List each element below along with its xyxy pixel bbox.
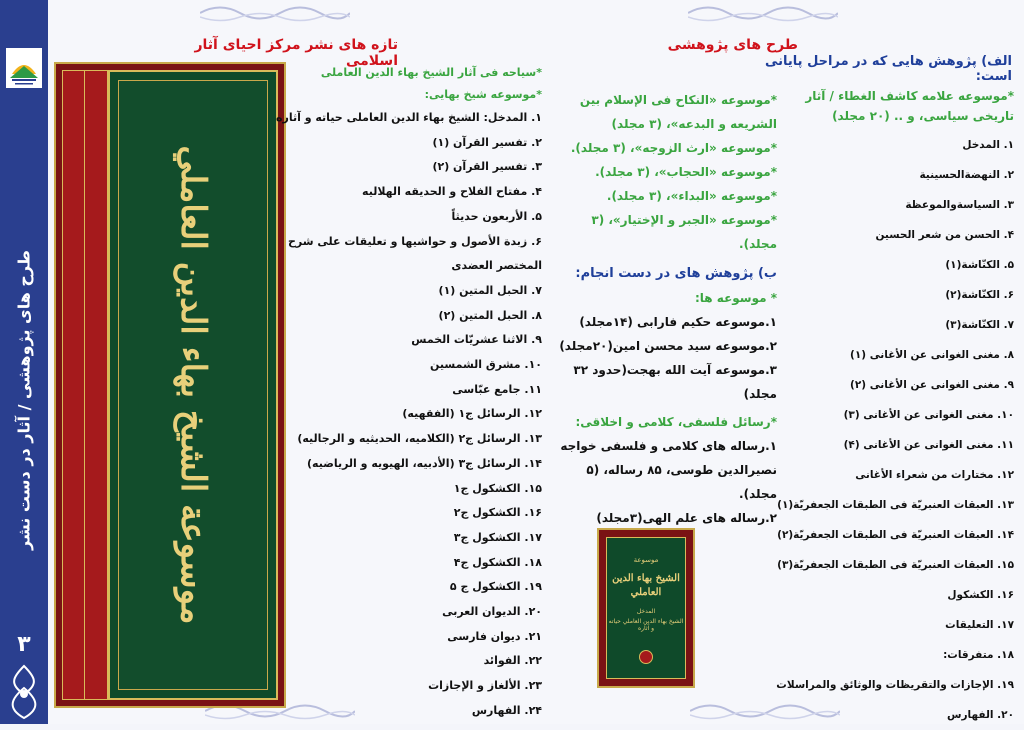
left-panel-title: تازه های نشر مرکز احیای آثار اسلامی (194, 37, 398, 69)
section-b-heading: ب) پژوهش های در دست انجام: (575, 266, 777, 281)
cover-spine-left (62, 70, 86, 700)
left-panel-list (276, 62, 542, 724)
list-item: ۲۳. الألغاز و الإجازات (428, 679, 542, 693)
rasael-heading: *رسائل فلسفی، کلامی و اخلاقی: (575, 415, 777, 429)
side-strip (0, 0, 48, 724)
list-item: ۱۸. متفرقات: (943, 649, 1014, 661)
list-item: ۱.موسوعه حکیم فارابی (۱۴مجلد) (579, 315, 777, 329)
book-cover-image (54, 62, 286, 708)
list-item: ۷. الحبل المتین (۱) (438, 283, 542, 297)
left-items-list (276, 106, 542, 724)
list-item: المختصر العضدی (451, 259, 542, 273)
kashif-heading: *موسوعه علامه کاشف الغطاء / آثار تاریخی سیاسی، و .. (۲۰ مجلد) (805, 89, 1014, 123)
list-item: ۸. الحبل المتین (۲) (438, 308, 542, 322)
right-column (776, 86, 1014, 730)
list-item: ۶. زبدة الأصول و حواشیها و تعلیقات علی شرح (288, 234, 542, 248)
list-item: ۱۴. الرسائل ج۳ (الأدبیه، الهیویه و الریاضیه) (307, 456, 542, 470)
top-right-ornament-icon (688, 2, 838, 24)
page-number: ۳ (17, 632, 31, 657)
list-item: ۲۰. الدیوان العربی (442, 605, 542, 619)
list-item: ۱۱. مغنی الغوانی عن الأغانی (۴) (843, 439, 1014, 451)
rasael-list (555, 434, 777, 530)
list-item: ۹. الاثنا عشریّات الخمس (411, 333, 542, 347)
small-book-cover (597, 528, 695, 688)
encyclopedias-list (555, 88, 777, 256)
list-item: ۱۹. الإجازات والتقریظات والوثائق والمراسلات (776, 679, 1014, 691)
list-item: ۱۶. الکشکول (947, 589, 1014, 601)
vertical-title: طرح های پژوهشی / آثار در دست نشر (14, 250, 34, 550)
book-line-4: الشيخ بهاء الدين العاملي حياته و آثاره (608, 618, 684, 632)
list-item: ۱۳. العبقات العنبریّة فی الطبقات الجعفریّة(۱) (777, 499, 1014, 511)
list-item: ۱. المدخل: الشیخ بهاء الدین العاملی حیاته و آثاره (276, 111, 542, 124)
list-item: ۱۹. الکشکول ج ۵ (449, 580, 542, 594)
list-item: ۱۳. الرسائل ج۲ (الکلامیه، الحدیثیه و الرجالیه) (297, 432, 542, 446)
list-item: ۱۰. مغنی الغوانی عن الأغانی (۳) (843, 409, 1014, 421)
list-item: ۴. مفتاح الفلاح و الحدیقه الهلالیه (362, 185, 542, 199)
cover-panel (108, 70, 278, 700)
list-item: *موسوعه «ارث الزوجه»، (۳ مجلد). (570, 141, 777, 155)
cover-calligraphy: موسوعة الشيخ بهاء الدين العاملي (173, 145, 213, 625)
middle-column (555, 88, 777, 530)
list-item: ۱۲. مختارات من شعراء الأغانی (855, 469, 1014, 481)
list-item: ۱۴. العبقات العنبریّة فی الطبقات الجعفریّة(۲) (777, 529, 1014, 541)
list-item: *موسوعه «الحجاب»، (۳ مجلد). (595, 165, 777, 179)
list-item: ۱.رساله های کلامی و فلسفی خواجه نصیرالدین طوسی، ۸۵ رساله، (۵ مجلد). (560, 439, 777, 501)
list-item: ۶. الکنّاشة(۲) (945, 289, 1014, 301)
list-item: ۱۵. الکشکول ج۱ (453, 481, 542, 495)
book-line-2: الشيخ بهاء الدين العاملي (612, 573, 680, 598)
list-item: ۳. تفسیر القرآن (۲) (432, 160, 542, 174)
list-item: ۲.رساله های علم الهی(۳مجلد) (596, 511, 777, 525)
list-item: ۱۷. الکشکول ج۳ (453, 530, 542, 544)
right-panel-title: طرح های پژوهشی (667, 37, 798, 53)
list-item: ۱۰. مشرق الشمسین (429, 358, 542, 372)
list-item: ۱۷. التعلیقات (945, 619, 1014, 631)
left-heading-2: *موسوعه شیخ بهایی: (424, 88, 542, 101)
list-item: ۲. النهضةالحسینیة (919, 169, 1014, 181)
mawsooa-list (555, 310, 777, 406)
list-item: *موسوعه «الجبر و الإختیار»، (۳ مجلد). (591, 213, 777, 251)
list-item: ۱۶. الکشکول ج۲ (453, 506, 542, 520)
list-item: ۱۵. العبقات العنبریّة فی الطبقات الجعفریّة(۳) (777, 559, 1014, 571)
list-item: ۱۸. الکشکول ج۴ (453, 555, 542, 569)
list-item: ۵. الکنّاشة(۱) (945, 259, 1014, 271)
list-item: ۴. الحسن من شعر الحسین (875, 229, 1014, 241)
list-item: *موسوعه «البداء»، (۳ مجلد). (606, 189, 777, 203)
cover-spine-right (84, 70, 108, 700)
list-item: ۲۱. دیوان فارسی (447, 629, 542, 643)
list-item: ۲. تفسیر القرآن (۱) (432, 135, 542, 149)
list-item: ۲۲. الفوائد (483, 654, 542, 668)
mawsooa-heading: * موسوعه ها: (694, 291, 777, 305)
list-item: ۲.موسوعه سید محسن امین(۲۰مجلد) (559, 339, 777, 353)
list-item: ۵. الأربعون حدیثاً (451, 209, 542, 223)
ornament-icon (4, 664, 44, 720)
list-item: ۱. المدخل (962, 139, 1014, 151)
book-line-1: موسوعة (633, 556, 659, 564)
list-item: ۲۰. الفهارس (947, 709, 1014, 721)
list-item: ۹. مغنی الغوانی عن الأغانی (۲) (850, 379, 1014, 391)
institute-logo-icon (6, 48, 42, 88)
list-item: *موسوعه «النکاح فی الإسلام بین الشریعه و البدعه»، (۳ مجلد) (579, 93, 777, 131)
left-heading-1: *سیاحه فی آثار الشیخ بهاء الدین العاملی (320, 66, 542, 79)
book-line-3: المدخل (636, 608, 656, 615)
list-item: ۳. السیاسةوالموعظة (905, 199, 1014, 211)
small-book-panel (606, 537, 686, 679)
section-a-heading: الف) پژوهش هایی که در مراحل پایانی است: (764, 54, 1012, 84)
list-item: ۱۲. الرسائل ج۱ (الفقهیه) (402, 407, 542, 421)
list-item: ۲۴. الفهارس (471, 703, 542, 717)
list-item: ۷. الکنّاشة(۳) (945, 319, 1014, 331)
list-item: ۸. مغنی الغوانی عن الأغانی (۱) (850, 349, 1014, 361)
top-left-ornament-icon (200, 2, 350, 24)
list-item: ۳.موسوعه آیت الله بهجت(حدود ۳۲ مجلد) (573, 363, 777, 401)
list-item: ۱۱. جامع عبّاسی (452, 382, 542, 396)
book-badge (639, 650, 653, 664)
kashif-items-list (776, 130, 1014, 730)
